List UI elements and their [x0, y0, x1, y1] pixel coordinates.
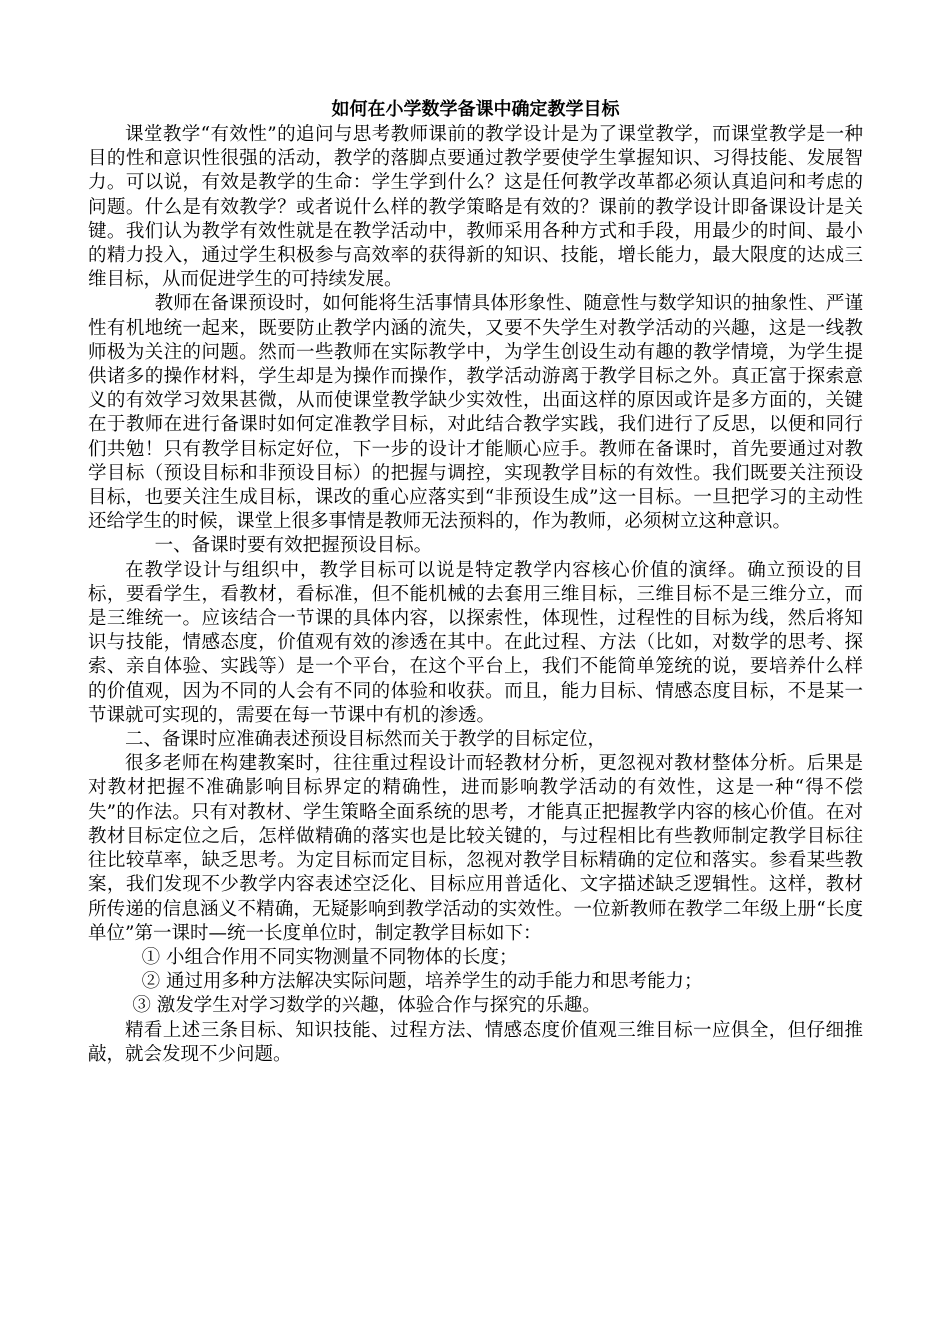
- paragraph-preparation: 教师在备课预设时，如何能将生活事情具体形象性、随意性与数学知识的抽象性、严谨性有机地统一起来，既要防止教学内涵的流失，又要不失学生对教学活动的兴趣，这是一线教师极为关注的问题。然而一些教师在实际教学中，为学生创设生动有趣的教学情境，为学生提供诸多的操作材料，学生却是为操作而操作，教学活动游离于教学目标之外。真正富于探索意义的有效学习效果甚微，从而使课堂教学缺少实效性，出面这样的原因或许是多方面的，关键在于教师在进行备课时如何定准教学目标，对此结合教学实践，我们进行了反思，以便和同行们共勉！只有教学目标定好位，下一步的设计才能顺心应手。教师在备课时，首先要通过对教学目标（预设目标和非预设目标）的把握与调控，实现教学目标的有效性。我们既要关注预设目标，也要关注生成目标，课改的重心应落实到“非预设生成”这一目标。一旦把学习的主动性还给学生的时候，课堂上很多事情是教师无法预料的，作为教师，必须树立这种意识。: [88, 293, 863, 533]
- goal-item-2: ② 通过用多种方法解决实际问题，培养学生的动手能力和思考能力；: [141, 971, 703, 993]
- paragraph-intro: 课堂教学“有效性”的追问与思考教师课前的教学设计是为了课堂教学，而课堂教学是一种目的性和意识性很强的活动，教学的落脚点要通过教学要使学生掌握知识、习得技能、发展智力。可以说，有效是教学的生命：学生学到什么？这是任何教学改革都必须认真追问和考虑的问题。什么是有效教学？或者说什么样的教学策略是有效的？课前的教学设计即备课设计是关键。我们认为教学有效性就是在教学活动中，教师采用各种方式和手段，用最少的时间、最小的精力投入，通过学生积极参与高效率的获得新的知识、技能，增长能力，最大限度的达成三维目标，从而促进学生的可持续发展。: [88, 124, 863, 291]
- document-page: [88, 98, 863, 1067]
- document-title: 如何在小学数学备课中确定教学目标: [331, 99, 620, 120]
- paragraph-section-two: 很多老师在构建教案时，往往重过程设计而轻教材分析，更忽视对教材整体分析。后果是对教材把握不准确影响目标界定的精确性，进而影响教学活动的有效性，这是一种“得不偿失”的作法。只有对教材、学生策略全面系统的思考，才能真正把握教学内容的核心价值。在对教材目标定位之后，怎样做精确的落实也是比较关键的，与过程相比有些教师制定教学目标往往比较草率，缺乏思考。为定目标而定目标，忽视对教学目标精确的定位和落实。参看某些教案，我们发现不少教学内容表述空泛化、目标应用普适化、文字描述缺乏逻辑性。这样，教材所传递的信息涵义不精确，无疑影响到教学活动的实效性。一位新教师在教学二年级上册“长度单位”第一课时—统一长度单位时，制定教学目标如下：: [88, 753, 863, 944]
- paragraph-conclusion: 精看上述三条目标、知识技能、过程方法、情感态度价值观三维目标一应俱全，但仔细推敲，就会发现不少问题。: [88, 1019, 863, 1065]
- goal-item-1: ① 小组合作用不同实物测量不同物体的长度；: [141, 946, 518, 968]
- goal-item-3: ③ 激发学生对学习数学的兴趣，体验合作与探究的乐趣。: [132, 995, 601, 1017]
- section-heading-two: 二、备课时应准确表述预设目标然而关于教学的目标定位，: [125, 729, 607, 751]
- paragraph-section-one: 在教学设计与组织中，教学目标可以说是特定教学内容核心价值的演绎。确立预设的目标，要看学生，看教材，看标准，但不能机械的去套用三维目标，三维目标不是三维分立，而是三维统一。应该结合一节课的具体内容，以探索性，体现性，过程性的目标为线，然后将知识与技能，情感态度，价值观有效的渗透在其中。在此过程、方法（比如，对数学的思考、探索、亲自体验、实践等）是一个平台，在这个平台上，我们不能简单笼统的说，要培养什么样的价值观，因为不同的人会有不同的体验和收获。而且，能力目标、情感态度目标，不是某一节课就可实现的，需要在每一节课中有机的渗透。: [88, 559, 863, 726]
- section-heading-one: 一、备课时要有效把握预设目标。: [154, 535, 433, 557]
